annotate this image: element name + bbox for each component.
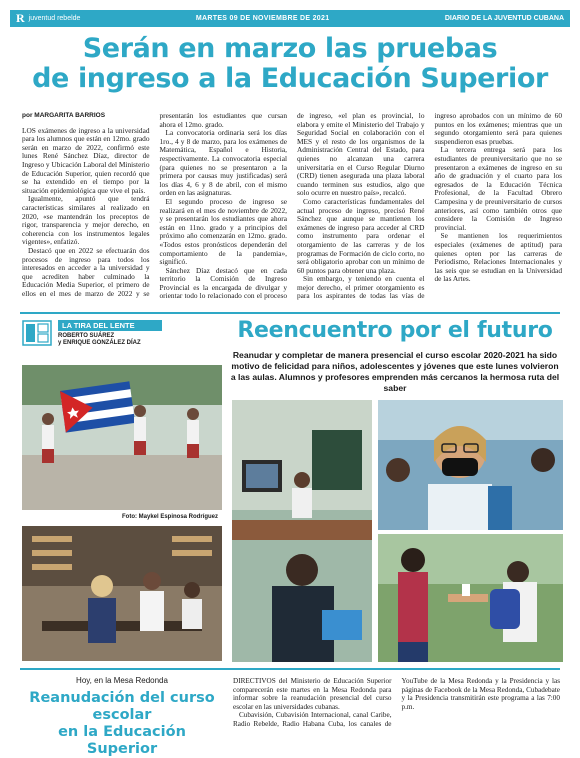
article-paragraph: La tercera entrega será para los estudiantes de preuniversitario que no se presentaron a exámenes de ingreso en su año de graduación y el cuarto para los egresados de la Educación Técnica Profesional, de la Facultad Obrero Campesina y de preuniversitario de cursos anteriores, así como también otros que considere la Comisión de Ingreso provincial. (434, 145, 562, 232)
student-mask-image (378, 400, 563, 530)
article-byline: por MARGARITA BARRIOS (22, 112, 106, 119)
article-paragraph: Destacó que en 2022 se efectuarán dos procesos de ingreso para todos los interesados en acceder a la universidad y que acrediten haber culminado la Educación Media Superior, el primero de ellos en el mes de marzo de 2022 y se presentarán los estudiantes que cursan ahora el 12mo. grado. (22, 111, 287, 298)
article-paragraph: El segundo proceso de ingreso se realizará en el mes de noviembre de 2022, y se presentarán los estudiantes que ahora están en 11no. grado y a principios del próximo año comenzarán en 12mo. grado. «Todos estos pronósticos dependerán del comportamiento de la pandemia», significó. (159, 196, 287, 267)
mesa-article (233, 677, 560, 737)
mesa-paragraph: DIRECTIVOS del Ministerio de Educación Superior comparecerán este martes en la Mesa Redonda para informar sobre la reanudación presencial del curso escolar en las universidades cubanas. (233, 677, 392, 711)
article-paragraph: Igualmente, apuntó que tendrá características similares al realizado en 2020, «se mantendrán los preceptos de rigor, transparencia y mejor derecho, en coherencia con los instrumentos legales vigentes», enfatizó. (22, 194, 150, 247)
section-divider (20, 312, 560, 314)
photo-caption: Foto: Maykel Espinosa Rodríguez (122, 514, 219, 520)
feature-title: Reencuentro por el futuro (237, 318, 553, 343)
newspaper-logo: R (16, 11, 25, 25)
library-image (22, 526, 222, 661)
feature-deck: Reanudar y completar de manera presencial el curso escolar 2020-2021 ha sido motivo de felicidad para niños, adolescentes y jóvenes que este lunes volvieron a las aulas. Alumnos y profesores emprenden más cercanos la hermosa ruta del saber (230, 350, 560, 393)
headline-line-2: de ingreso a la Educación Superior (32, 63, 548, 94)
article-paragraph: Como características fundamentales del actual proceso de ingreso, precisó René Sánchez que aunque se mantienen los exámenes de ingreso para acceder al CRD como instrumento para ordenar el otorgamiento de las carreras y de los programas de Formación de ciclo corto, no será obligatorio aprobar con un mínimo de 60 puntos para obtener una plaza. (297, 196, 425, 275)
classroom-image (232, 400, 372, 662)
photo-student-mask (378, 400, 563, 530)
mesa-paragraph: Cubavisión, Cubavisión Internacional, canal Caribe, Radio Rebelde, Radio Habana Cuba, los canales de YouTube de la Mesa Redonda y la Presidencia y las páginas de Facebook de la Mesa Redonda, Cubadebate y la Presidencia transmitirán este programa a las 7:00 p.m. (233, 677, 560, 728)
mesa-title-line-1: Reanudación del curso escolar (29, 690, 215, 723)
tira-author-2: y ENRIQUE GONZÁLEZ DÍAZ (58, 340, 141, 346)
tira-authors (58, 333, 141, 347)
photo-library (22, 526, 222, 661)
main-headline (20, 34, 560, 94)
tira-del-lente-header (22, 318, 222, 360)
article-paragraph: LOS exámenes de ingreso a la universidad para los alumnos que están en 12mo. grado serán en marzo de 2022, confirmó este lunes René Sánchez Díaz, director de Ingreso y Ubicación Laboral del Ministerio de Educación Superior, quien recordó que se ha extendido en el tiempo por la situación epidemiológica que vive el país. (22, 125, 150, 195)
tira-label: LA TIRA DEL LENTE (58, 320, 162, 331)
mesa-title (22, 690, 222, 758)
comic-strip-icon (22, 320, 52, 346)
article-paragraph: Se mantienen los requerimientos especiales (exámenes de aptitud) para quienes opten por las carreras de Periodismo, Relaciones Internacionales y las seis que se estudian en la Universidad de las Artes. (434, 231, 562, 284)
photo-flag-ceremony (22, 365, 222, 510)
photo-classroom (232, 400, 372, 662)
masthead (10, 10, 570, 27)
section-name: juventud rebelde (28, 15, 81, 22)
issue-date: MARTES 09 DE NOVIEMBRE DE 2021 (195, 15, 330, 22)
mesa-kicker: Hoy, en la Mesa Redonda (76, 676, 168, 685)
headline-line-1: Serán en marzo las pruebas (82, 33, 498, 64)
mesa-title-line-2: en la Educación Superior (58, 724, 186, 757)
bottom-divider (20, 668, 560, 670)
newspaper-tagline: DIARIO DE LA JUVENTUD CUBANA (444, 15, 564, 22)
article-paragraph: Sánchez Díaz destacó que en cada territorio la Comisión de Ingreso Provincial es la encargada de divulgar y orientar todo lo relacionado con el proceso de ingreso, «el plan es provincial, lo elabora y emite el Ministerio del Trabajo y Seguridad Social en colaboración con el MES y el resto de los organismos de la Administración Central del Estado, para quienes no alcanzan una carrera universitaria en el Curso Regular Diurno (CRD) tienen asegurada una plaza laboral cuando terminen sus estudios, algo que solo ocurre en nuestro país», recalcó. (159, 111, 425, 301)
tira-author-1: ROBERTO SUÁREZ (58, 333, 115, 339)
main-article (22, 112, 562, 302)
photo-hand-sanitizer (378, 534, 563, 662)
hand-sanitizer-image (378, 534, 563, 662)
article-paragraph: Sin embargo, y teniendo en cuenta el mejor derecho, el primer otorgamiento es para los aspirantes de todas las vías de ingreso aprobados con un mínimo de 60 puntos en los exámenes; mientras que un segundo otorgamiento será para quienes suspendieron esas pruebas. (297, 111, 562, 301)
article-paragraph: La convocatoria ordinaria será los días 1ro., 4 y 8 de marzo, para los exámenes de Matemática, Español e Historia, respectivamente. La convocatoria especial (para quienes no se presentaron a la primera por causas muy justificadas) será los días 4, 6 y 8 de abril, con el mismo orden en las asignaturas. (159, 128, 287, 198)
flag-ceremony-image (22, 365, 222, 510)
